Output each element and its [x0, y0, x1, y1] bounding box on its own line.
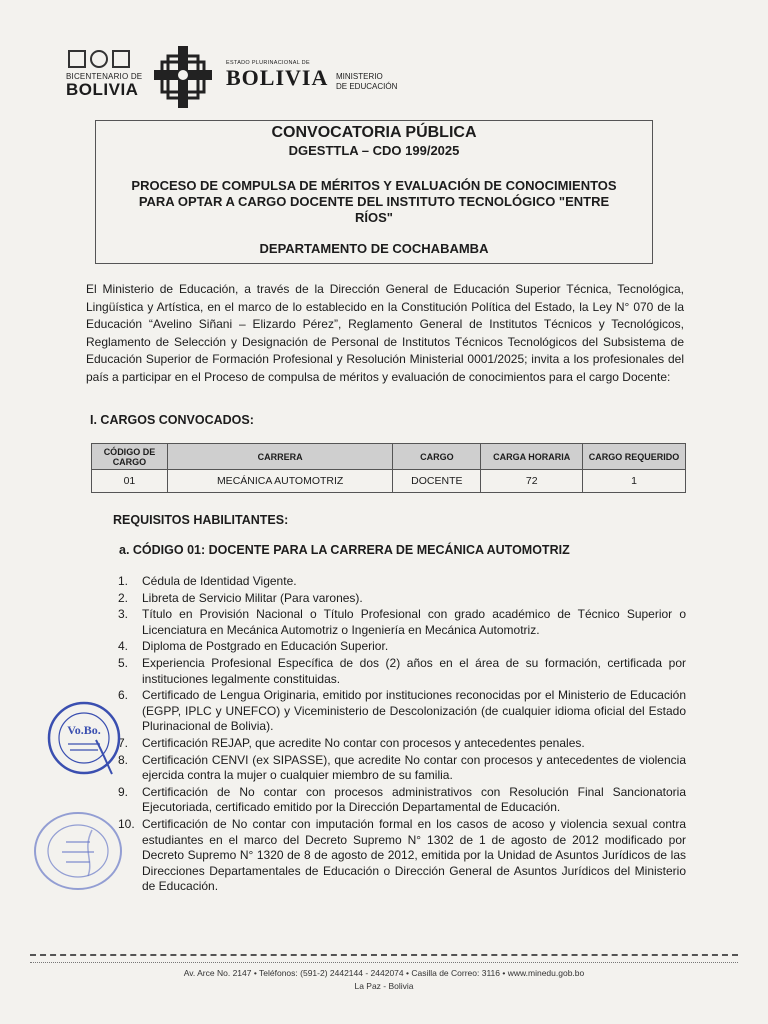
item-text: Certificado de Lengua Originaria, emitido por instituciones reconocidas por el Ministerio de Educación (EGPP, IPLC y UNEFCO) y Viceministerio de Descolonización (de cualquier idioma oficial del Estado Plurinacional de Bolivia).	[142, 688, 686, 734]
item-number: 10.	[118, 816, 135, 831]
item-number: 2.	[118, 590, 129, 605]
item-number: 7.	[118, 735, 129, 750]
item-text: Certificación de No contar con procesos administrativos con Resolución Final Sancionatoria Ejecutoriada, certificado emitido por la Dirección Departamental de Educación.	[142, 784, 686, 815]
item-text: Certificación CENVI (ex SIPASSE), que acredite No contar con procesos y antecedentes de violencia ejercida contra la mujer o cualquier miembro de su familia.	[142, 752, 686, 783]
spiral-icon	[90, 50, 108, 68]
bicentenario-icons	[68, 50, 144, 68]
table-row	[92, 470, 686, 493]
list-item	[118, 688, 686, 735]
estado-line1: ESTADO PLURINACIONAL DE	[226, 60, 310, 66]
cell-codigo: 01	[92, 470, 168, 493]
header-carga-horaria: CARGA HORARIA	[481, 444, 583, 470]
cell-cargo-requerido: 1	[583, 470, 686, 493]
item-number: 1.	[118, 574, 129, 588]
list-item	[118, 785, 686, 816]
item-text: Libreta de Servicio Militar (Para varones).	[142, 590, 363, 605]
list-item	[118, 591, 686, 607]
official-seal-stamp	[32, 810, 124, 892]
square-icon	[112, 50, 130, 68]
item-number: 5.	[118, 655, 129, 670]
bicentenario-line2: BOLIVIA	[66, 80, 139, 99]
header-cargo-requerido: CARGO REQUERIDO	[583, 444, 686, 470]
intro-paragraph: El Ministerio de Educación, a través de la Dirección General de Educación Superior Técnica, Tecnológica, Lingüística y Artística, en el marco de lo establecido en la Constitución Política del Estado, la Ley N° 070 de la Educación “Avelino Siñani – Elizardo Pérez”, Reglamento General de Institutos Técnicos y Tecnológicos, Reglamento de Selección y Designación de Personal de Institutos Técnicos Tecnológicos del Subsistema de Educación Superior de Formación Profesional y Resolución Ministerial 0001/2025; invita a los profesionales del país a participar en el Proceso de compulsa de méritos y evaluación de conocimientos para el cargo Docente:	[86, 282, 684, 384]
item-text: Diploma de Postgrado en Educación Superior.	[142, 639, 389, 654]
section-cargos-title: I. CARGOS CONVOCADOS:	[90, 413, 254, 427]
ministerio-line1: MINISTERIO	[336, 72, 383, 81]
ministerio-line2: DE EDUCACIÓN	[336, 82, 398, 91]
subsection-title: a. CÓDIGO 01: DOCENTE PARA LA CARRERA DE MECÁNICA AUTOMOTRIZ	[119, 543, 570, 557]
department-title: DEPARTAMENTO DE COCHABAMBA	[259, 241, 489, 256]
list-item	[118, 817, 686, 895]
item-number: 3.	[118, 607, 129, 622]
item-number: 4.	[118, 639, 129, 654]
list-item	[118, 736, 686, 752]
footer-divider	[30, 954, 738, 963]
process-title: PROCESO DE COMPULSA DE MÉRITOS Y EVALUACIÓN DE CONOCIMIENTOS PARA OPTAR A CARGO DOCENTE DEL INSTITUTO TECNOLÓGICO "ENTRE RÍOS"	[131, 178, 617, 225]
footer-address: Av. Arce No. 2147 • Teléfonos: (591-2) 2442144 - 2442074 • Casilla de Correo: 3116 • www.minedu.gob.bo	[183, 968, 585, 978]
list-item	[118, 639, 686, 655]
footer-city: La Paz - Bolivia	[354, 981, 414, 991]
item-text: Cédula de Identidad Vigente.	[142, 574, 297, 588]
estado-plurinacional-logo	[226, 60, 328, 91]
cargos-table	[91, 443, 686, 493]
list-item	[118, 753, 686, 784]
document-title: CONVOCATORIA PÚBLICA	[271, 124, 477, 141]
header-cargo: CARGO	[393, 444, 481, 470]
cell-cargo: DOCENTE	[393, 470, 481, 493]
header-logos	[66, 46, 426, 108]
stripes-icon	[68, 50, 86, 68]
document-code: DGESTTLA – CDO 199/2025	[288, 143, 460, 158]
item-text: Certificación REJAP, que acredite No contar con procesos y antecedentes penales.	[142, 735, 585, 750]
item-text: Título en Provisión Nacional o Título Profesional con grado académico de Técnico Superior o Licenciatura en Mecánica Automotriz o Ingeniería en Mecánica Automotriz.	[142, 607, 686, 637]
header-carrera: CARRERA	[167, 444, 393, 470]
item-number: 9.	[118, 784, 129, 799]
cell-carrera: MECÁNICA AUTOMOTRIZ	[167, 470, 393, 493]
requisitos-title: REQUISITOS HABILITANTES:	[113, 513, 289, 527]
list-item	[118, 607, 686, 638]
stamp-text: Vo.Bo.	[67, 723, 101, 737]
list-item	[118, 656, 686, 687]
cell-carga-horaria: 72	[481, 470, 583, 493]
estado-line2: BOLIVIA	[226, 65, 329, 90]
requirements-list	[118, 574, 686, 896]
vobo-stamp	[46, 700, 122, 776]
ministerio-label	[336, 72, 397, 92]
item-text: Certificación de No contar con imputación formal en los casos de acoso y violencia sexual contra estudiantes en el marco del Decreto Supremo N° 1302 de 1 de agosto de 2012 modificado por Decreto Supremo N° 1320 de 8 de agosto de 2012, emitida por la Unidad de Asuntos Jurídicos de las Direcciones Departamentales de Educación o Dirección General de Asuntos Jurídicos del Ministerio de Educación.	[142, 816, 686, 894]
chakana-emblem-icon	[154, 46, 212, 108]
title-box	[95, 120, 653, 264]
item-number: 6.	[118, 688, 129, 703]
bicentenario-line1: BICENTENARIO DE	[66, 72, 143, 81]
footer	[0, 967, 768, 993]
list-item	[118, 574, 686, 590]
item-number: 8.	[118, 752, 129, 767]
item-text: Experiencia Profesional Específica de dos (2) años en el área de su formación, certificada por instituciones legalmente constituidas.	[142, 655, 686, 686]
table-header-row	[92, 444, 686, 470]
header-codigo: CÓDIGO DE CARGO	[92, 444, 168, 470]
bicentenario-logo	[66, 50, 144, 100]
